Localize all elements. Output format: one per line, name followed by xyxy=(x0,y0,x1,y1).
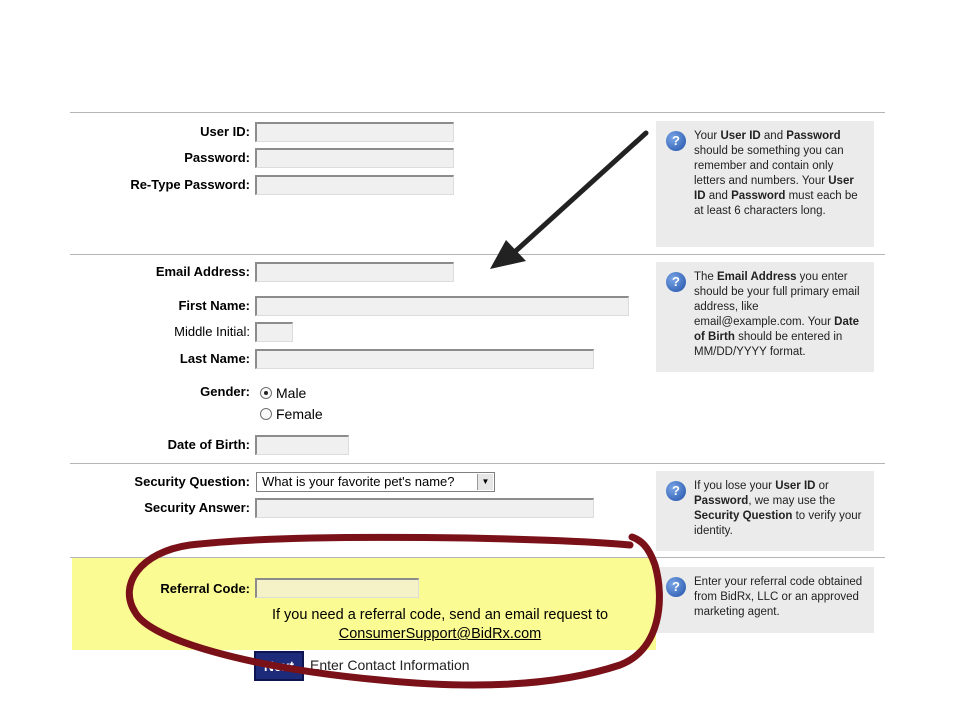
dob-label: Date of Birth: xyxy=(167,437,250,452)
help-box-email-dob xyxy=(656,262,874,372)
security-question-label: Security Question: xyxy=(134,474,250,489)
referral-code-label: Referral Code: xyxy=(160,581,250,596)
referral-note-text: If you need a referral code, send an email request to xyxy=(271,607,609,623)
middle-initial-label: Middle Initial: xyxy=(174,324,250,339)
gender-option-label: Female xyxy=(276,406,323,422)
email-label: Email Address: xyxy=(155,264,250,279)
annotation-arrow xyxy=(490,133,646,269)
gender-option-label: Male xyxy=(276,385,307,401)
question-icon: ? xyxy=(666,481,686,501)
middle-initial-input[interactable] xyxy=(255,322,293,342)
help-box-security xyxy=(656,471,874,551)
divider xyxy=(70,463,885,464)
user-id-input[interactable] xyxy=(255,122,454,142)
divider xyxy=(70,112,885,113)
dropdown-arrow-icon[interactable]: ▼ xyxy=(477,474,493,490)
user-id-label: User ID: xyxy=(200,124,250,139)
first-name-label: First Name: xyxy=(178,298,250,313)
help-text: The Email Address you enter should be your full primary email address, like email@example.com. Your Date of Birth should be entered in MM/DD/YYYY format. xyxy=(694,271,860,358)
next-step-text: Enter Contact Information xyxy=(310,657,470,673)
referral-note xyxy=(200,606,680,644)
help-box-credentials xyxy=(656,121,874,247)
password-input[interactable] xyxy=(255,148,454,168)
gender-option-female[interactable] xyxy=(260,406,323,422)
password-label: Password: xyxy=(184,150,250,165)
last-name-label: Last Name: xyxy=(179,351,250,366)
security-answer-label: Security Answer: xyxy=(144,500,250,515)
last-name-input[interactable] xyxy=(255,349,594,369)
question-icon: ? xyxy=(666,577,686,597)
help-text: If you lose your User ID or Password, we may use the Security Question to verify your identity. xyxy=(694,480,862,537)
email-input[interactable] xyxy=(255,262,454,282)
radio-button-female[interactable] xyxy=(260,408,272,420)
support-email-link[interactable]: ConsumerSupport@BidRx.com xyxy=(338,626,542,642)
help-box-referral xyxy=(656,567,874,633)
dob-input[interactable] xyxy=(255,435,349,455)
gender-option-male[interactable] xyxy=(260,385,306,401)
retype-password-label: Re-Type Password: xyxy=(130,177,250,192)
question-icon: ? xyxy=(666,131,686,151)
question-icon: ? xyxy=(666,272,686,292)
referral-code-input[interactable] xyxy=(255,578,419,598)
retype-password-input[interactable] xyxy=(255,175,454,195)
security-question-value: What is your favorite pet's name? xyxy=(262,474,455,489)
help-text: Your User ID and Password should be something you can remember and contain only letters and numbers. Your User ID and Password must each be at least 6 characters long. xyxy=(694,130,858,217)
gender-label: Gender: xyxy=(200,384,250,399)
divider xyxy=(70,254,885,255)
next-button[interactable]: Next xyxy=(254,651,304,681)
help-text: Enter your referral code obtained from BidRx, LLC or an approved marketing agent. xyxy=(694,576,863,618)
security-answer-input[interactable] xyxy=(255,498,594,518)
radio-button-male[interactable] xyxy=(260,387,272,399)
security-question-select[interactable] xyxy=(256,472,495,492)
first-name-input[interactable] xyxy=(255,296,629,316)
